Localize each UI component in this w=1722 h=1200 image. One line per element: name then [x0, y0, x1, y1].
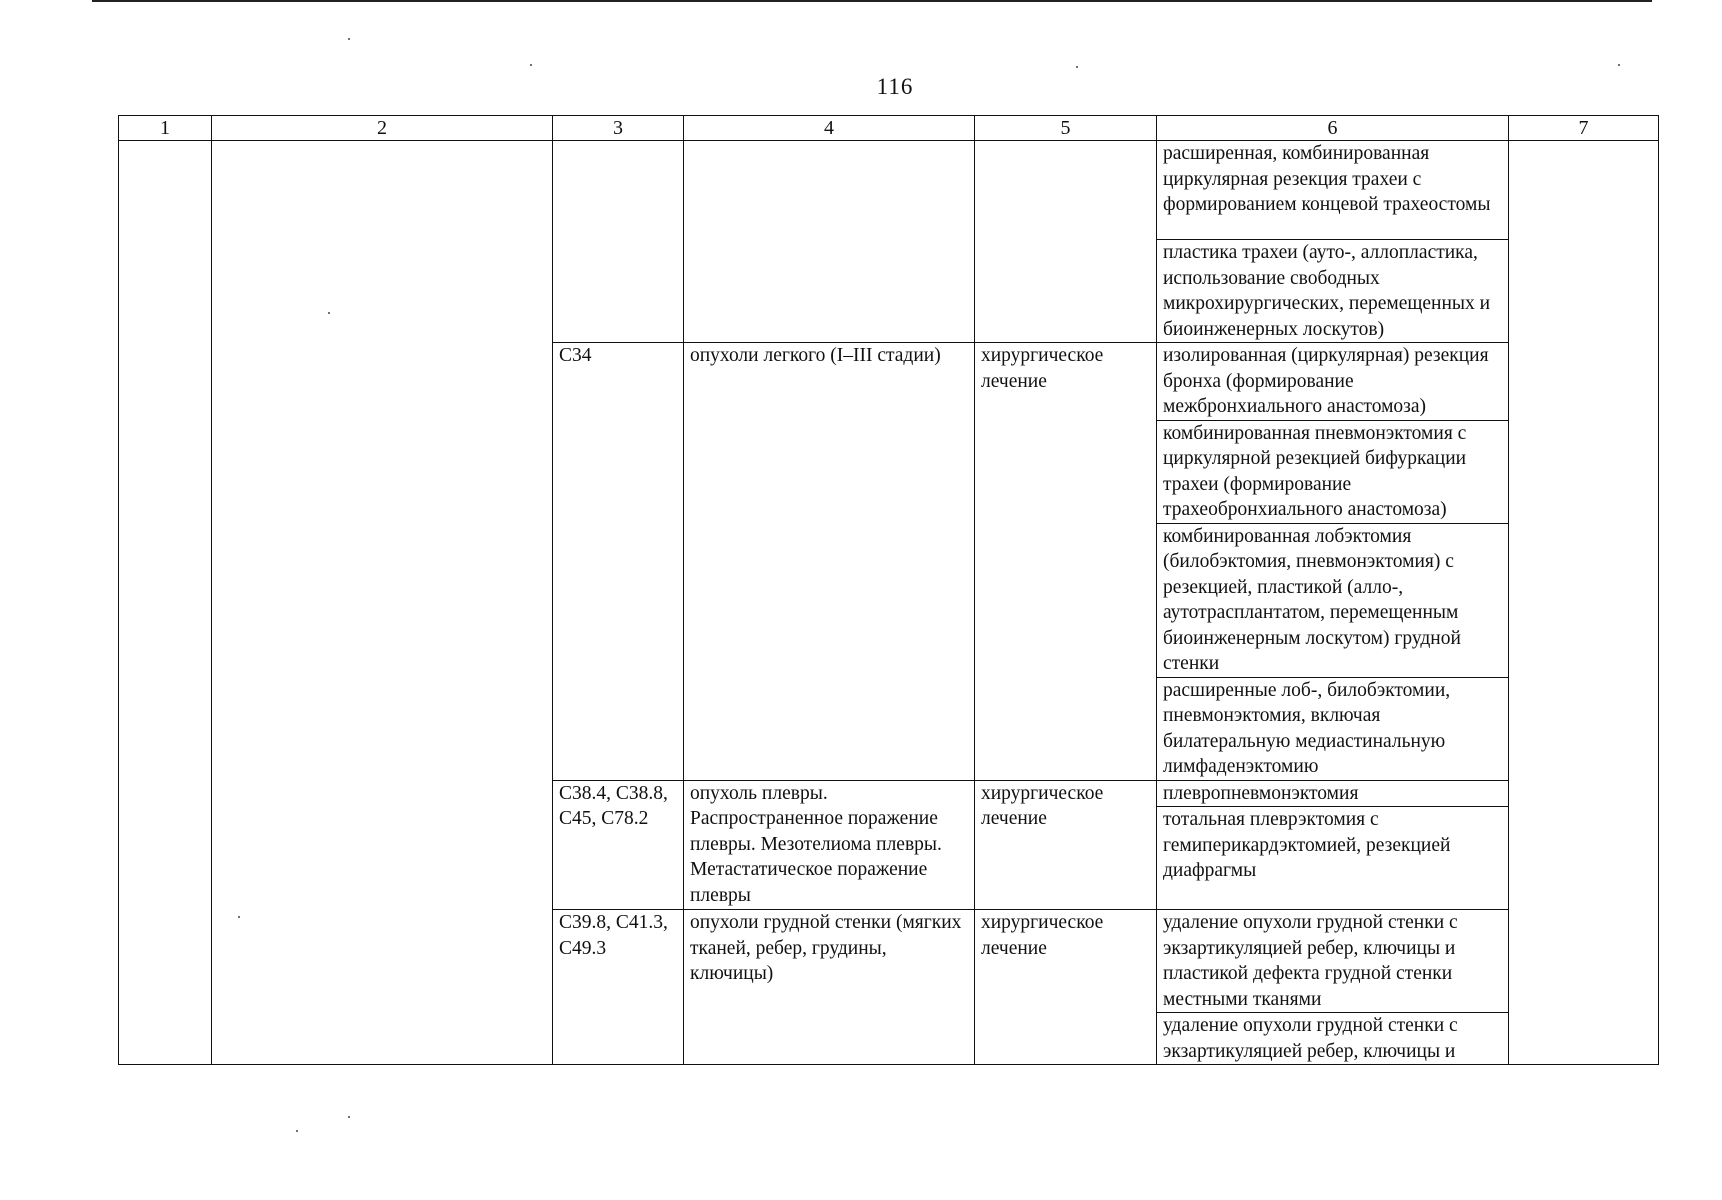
- page-number: 116: [876, 74, 914, 99]
- treatment-cell: [975, 141, 1157, 343]
- method-cell: расширенные лоб-, билобэктомии, пневмонэктомия, включая билатеральную медиастинальную лимфаденэктомию: [1157, 677, 1509, 780]
- scan-speck: [296, 1130, 298, 1132]
- method-cell: изолированная (циркулярная) резекция бронха (формирование межбронхиального анастомоза): [1157, 343, 1509, 421]
- code-cell: С38.4, С38.8, С45, С78.2: [553, 780, 684, 910]
- code-cell: [553, 141, 684, 343]
- treatment-cell: хирургическое лечение: [975, 780, 1157, 910]
- column-header: 2: [212, 116, 553, 141]
- col7-cell: [1509, 141, 1659, 1065]
- treatment-cell: хирургическое лечение: [975, 910, 1157, 1065]
- scan-border-line: [92, 0, 1652, 2]
- diagnosis-cell: [684, 141, 975, 343]
- column-header: 4: [684, 116, 975, 141]
- col2-cell: [212, 141, 553, 1065]
- treatment-cell: хирургическое лечение: [975, 343, 1157, 781]
- scan-speck: [348, 38, 350, 40]
- scan-speck: [530, 64, 532, 66]
- code-cell: С34: [553, 343, 684, 781]
- column-header: 5: [975, 116, 1157, 141]
- method-cell: плевропневмонэктомия: [1157, 780, 1509, 807]
- scan-speck: [1076, 66, 1078, 68]
- column-header: 7: [1509, 116, 1659, 141]
- diagnosis-cell: опухоли грудной стенки (мягких тканей, ребер, грудины, ключицы): [684, 910, 975, 1065]
- scan-speck: [348, 1116, 350, 1118]
- method-cell: пластика трахеи (ауто-, аллопластика, использование свободных микрохирургических, перемещенных и биоинженерных лоскутов): [1157, 240, 1509, 343]
- method-cell: удаление опухоли грудной стенки с экзартикуляцией ребер, ключицы и пластикой дефекта грудной стенки местными тканями: [1157, 910, 1509, 1013]
- column-header: 6: [1157, 116, 1509, 141]
- header-row: [119, 116, 1659, 141]
- table-row: [119, 141, 1659, 240]
- diagnosis-cell: опухоль плевры. Распространенное поражение плевры. Мезотелиома плевры. Метастатическое поражение плевры: [684, 780, 975, 910]
- method-cell: тотальная плеврэктомия с гемиперикардэктомией, резекцией диафрагмы: [1157, 807, 1509, 910]
- scan-speck: [1618, 64, 1620, 66]
- method-cell: удаление опухоли грудной стенки с экзартикуляцией ребер, ключицы и: [1157, 1013, 1509, 1065]
- diagnosis-cell: опухоли легкого (I–III стадии): [684, 343, 975, 781]
- column-header: 1: [119, 116, 212, 141]
- column-header: 3: [553, 116, 684, 141]
- method-cell: расширенная, комбинированная циркулярная резекция трахеи с формированием концевой трахеостомы: [1157, 141, 1509, 240]
- method-cell: комбинированная лобэктомия (билобэктомия, пневмонэктомия) с резекцией, пластикой (алло-, аутотрасплантатом, перемещенным биоинженерным лоскутом) грудной стенки: [1157, 523, 1509, 677]
- code-cell: С39.8, С41.3, С49.3: [553, 910, 684, 1065]
- col1-cell: [119, 141, 212, 1065]
- treatment-table: [118, 115, 1659, 1065]
- method-cell: комбинированная пневмонэктомия с циркулярной резекцией бифуркации трахеи (формирование трахеобронхиального анастомоза): [1157, 420, 1509, 523]
